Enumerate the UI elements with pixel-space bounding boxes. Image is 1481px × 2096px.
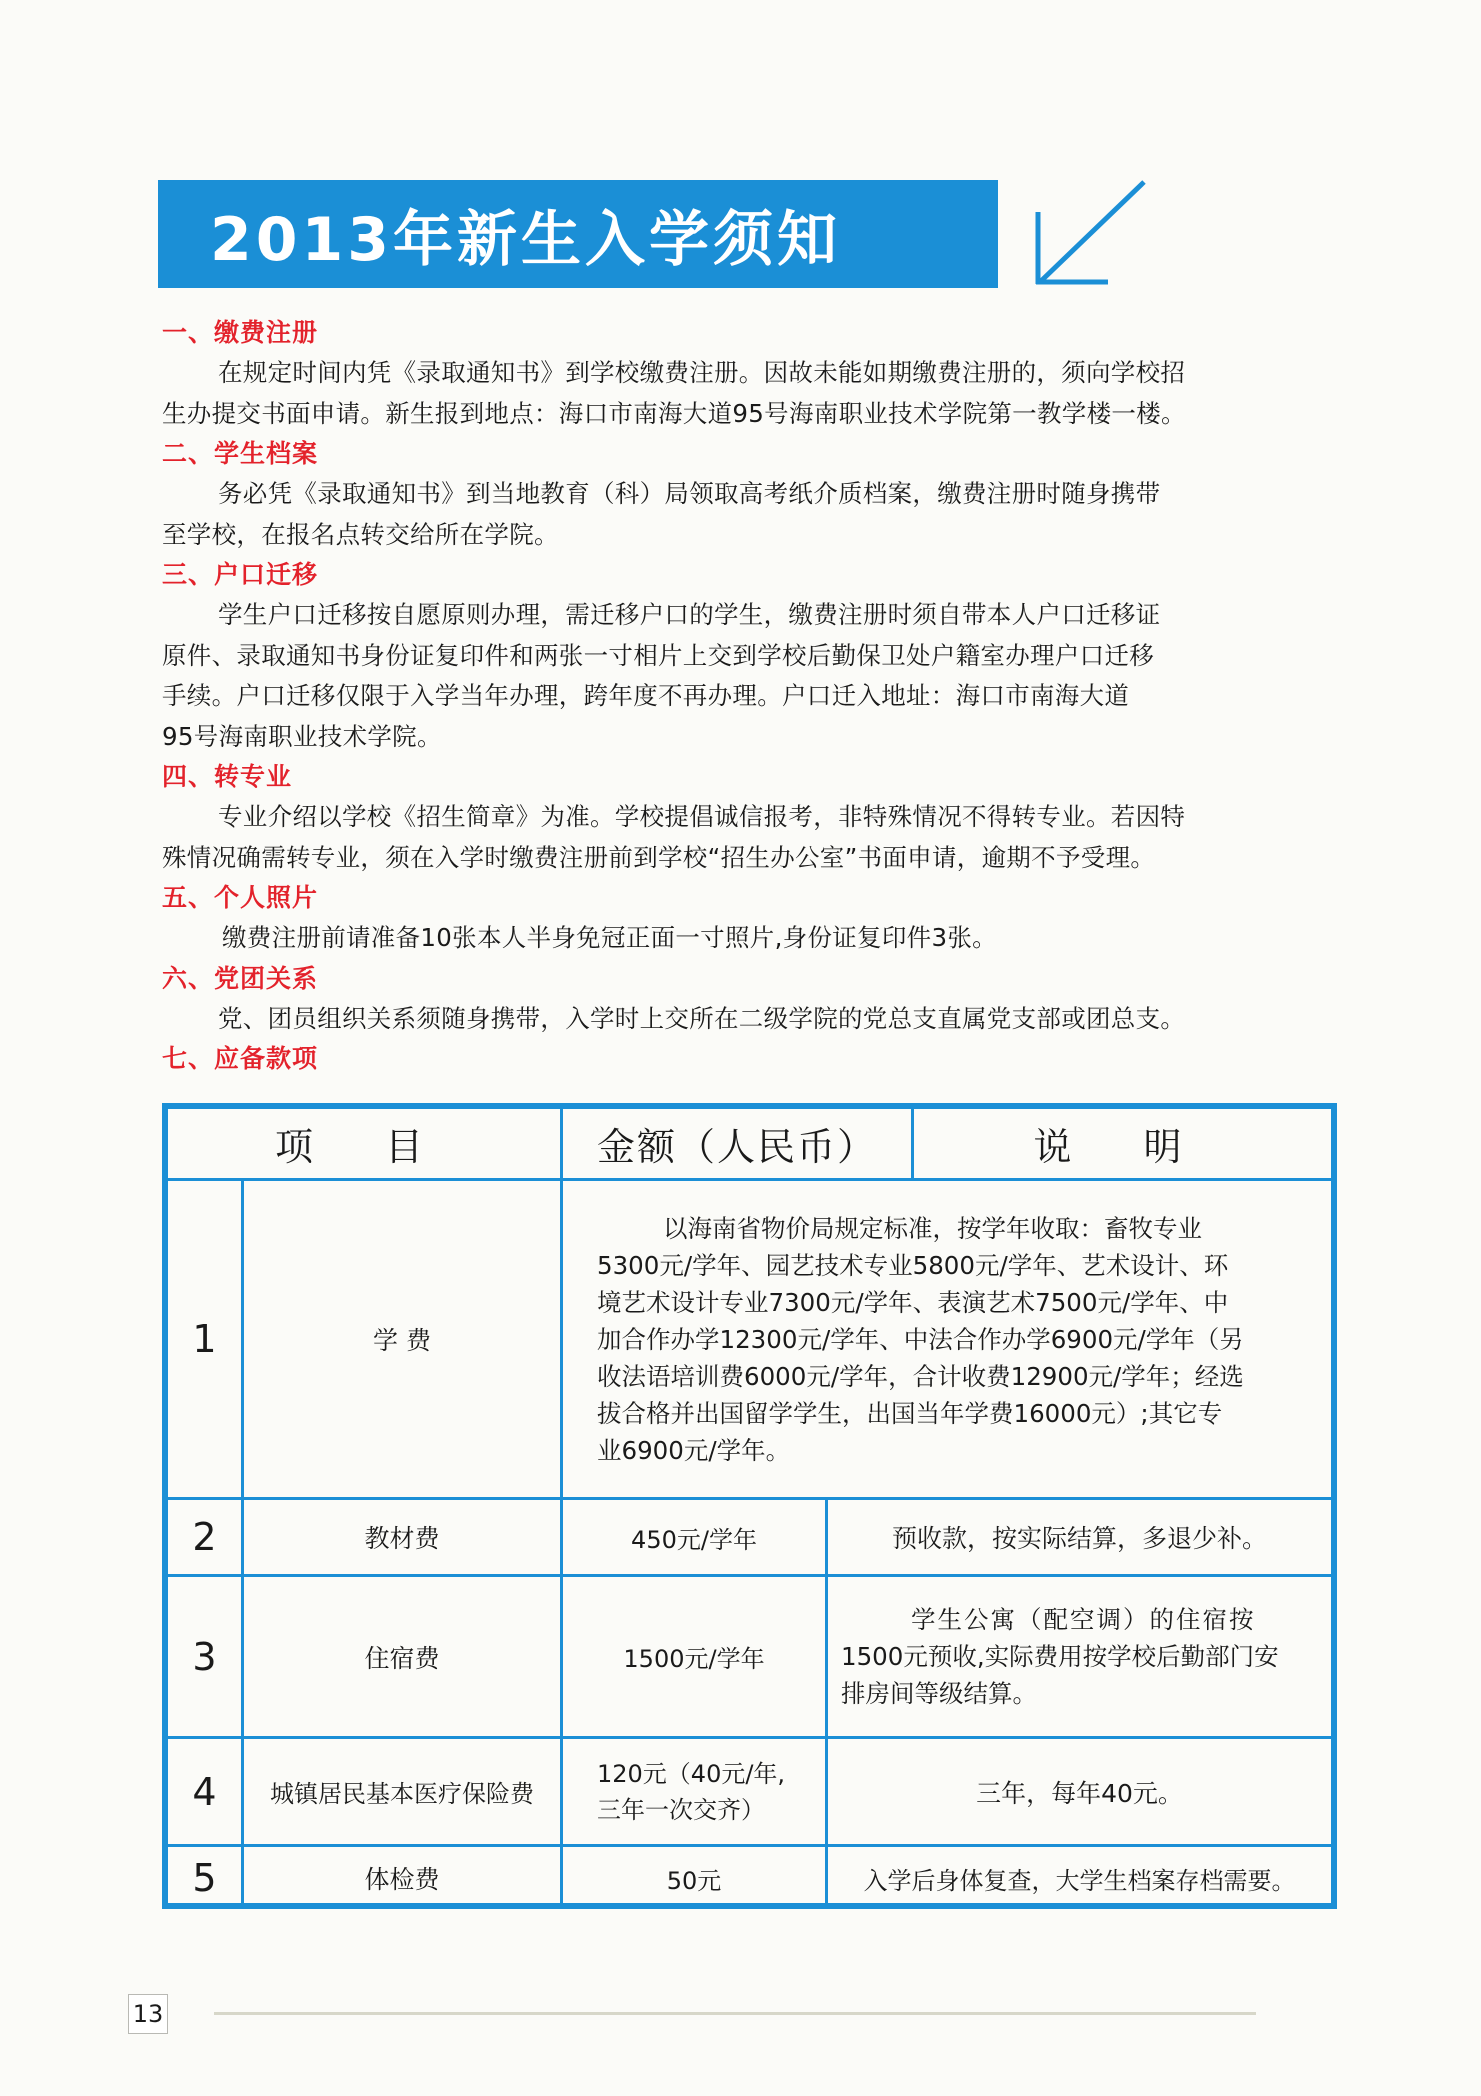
text-line: 学生户口迁移按自愿原则办理，需迁移户口的学生，缴费注册时须自带本人户口迁移证 [218, 600, 1161, 629]
text-line: 原件、录取通知书身份证复印件和两张一寸相片上交到学校后勤保卫处户籍室办理户口迁移 [162, 640, 1154, 670]
footer-rule [214, 2012, 1256, 2015]
section-party-relations [162, 959, 1347, 1040]
section-text [162, 999, 1347, 1040]
fee-table [162, 1103, 1337, 1909]
note-line: 1500元预收,实际费用按学校后勤部门安 [841, 1642, 1279, 1671]
row-item: 教材费 [364, 1524, 440, 1553]
note-line: 以海南省物价局规定标准，按学年收取：畜牧专业 [663, 1213, 1202, 1243]
section-heading: 五、个人照片 [162, 883, 319, 912]
page-title-banner [158, 180, 998, 288]
text-line: 专业介绍以学校《招生简章》为准。学校提倡诚信报考，非特殊情况不得转专业。若因特 [218, 802, 1186, 831]
section-student-file [162, 434, 1347, 555]
text-line: 生办提交书面申请。新生报到地点：海口市南海大道95号海南职业技术学院第一教学楼一楼。 [162, 398, 1186, 428]
note-line: 加合作办学12300元/学年、中法合作办学6900元/学年（另 [597, 1324, 1244, 1354]
row-note: 预收款，按实际结算，多退少补。 [891, 1524, 1267, 1553]
notice-content [162, 313, 1347, 1079]
row-amount: 1500元/学年 [623, 1645, 765, 1673]
row-item: 学 费 [373, 1326, 431, 1355]
amount-line: 120元（40元/年, [597, 1759, 786, 1788]
text-line: 95号海南职业技术学院。 [162, 721, 442, 751]
section-text [162, 474, 1347, 555]
row-number: 3 [192, 1634, 217, 1679]
row-note: 入学后身体复查，大学生档案存档需要。 [863, 1866, 1296, 1895]
note-line: 拔合格并出国留学学生，出国当年学费16000元）;其它专 [597, 1398, 1223, 1428]
row-number: 1 [192, 1317, 217, 1361]
text-line: 殊情况确需转专业，须在入学时缴费注册前到学校“招生办公室”书面申请，逾期不予受理。 [162, 842, 1156, 872]
header-item: 项 目 [274, 1125, 454, 1169]
row-number: 5 [192, 1856, 217, 1900]
row-item: 住宿费 [364, 1643, 440, 1673]
page-number: 13 [128, 1994, 168, 2034]
row-amount: 450元/学年 [631, 1525, 757, 1554]
text-line: 缴费注册前请准备10张本人半身免冠正面一寸照片,身份证复印件3张。 [222, 923, 997, 952]
section-text [162, 353, 1347, 434]
section-heading: 七、应备款项 [162, 1044, 319, 1073]
row-note [828, 1577, 1331, 1736]
text-line: 手续。户口迁移仅限于入学当年办理，跨年度不再办理。户口迁入地址：海口市南海大道 [162, 681, 1130, 710]
section-heading: 一、缴费注册 [162, 318, 319, 347]
text-line: 党、团员组织关系须随身携带，入学时上交所在二级学院的党总支直属党支部或团总支。 [218, 1003, 1186, 1033]
note-line: 5300元/学年、园艺技术专业5800元/学年、艺术设计、环 [597, 1250, 1229, 1280]
note-line: 收法语培训费6000元/学年，合计收费12900元/学年；经选 [597, 1361, 1244, 1391]
section-heading: 二、学生档案 [162, 439, 319, 468]
header-amount: 金额（人民币） [596, 1125, 877, 1169]
row-item: 城镇居民基本医疗保险费 [270, 1780, 534, 1808]
section-heading: 三、户口迁移 [162, 560, 319, 589]
section-text [162, 918, 1347, 959]
row-amount: 50元 [666, 1866, 722, 1895]
arrow-down-left-icon [1030, 178, 1150, 290]
section-text [162, 797, 1347, 878]
text-line: 务必凭《录取通知书》到当地教育（科）局领取高考纸介质档案，缴费注册时随身携带 [218, 479, 1161, 508]
header-note: 说 明 [1033, 1125, 1212, 1169]
section-household-transfer [162, 555, 1347, 757]
amount-line: 三年一次交齐） [597, 1795, 765, 1824]
note-line: 排房间等级结算。 [841, 1679, 1037, 1708]
row-item: 体检费 [364, 1865, 440, 1894]
text-line: 在规定时间内凭《录取通知书》到学校缴费注册。因故未能如期缴费注册的，须向学校招 [218, 358, 1186, 387]
note-line: 境艺术设计专业7300元/学年、表演艺术7500元/学年、中 [597, 1287, 1229, 1317]
page-title: 2013年新生入学须知 [210, 205, 841, 275]
row-amount [563, 1739, 825, 1844]
note-line: 业6900元/学年。 [597, 1435, 791, 1465]
row-note [563, 1181, 1331, 1497]
section-major-transfer [162, 757, 1347, 878]
row-number: 4 [192, 1769, 217, 1814]
section-photos [162, 878, 1347, 959]
section-fees [162, 1039, 1347, 1079]
section-fee-registration [162, 313, 1347, 434]
section-text [162, 595, 1347, 757]
row-number: 2 [192, 1515, 217, 1559]
row-note: 三年，每年40元。 [976, 1778, 1183, 1808]
section-heading: 四、转专业 [162, 762, 293, 791]
note-line: 学生公寓（配空调）的住宿按 [911, 1605, 1256, 1634]
text-line: 至学校，在报名点转交给所在学院。 [162, 519, 559, 549]
section-heading: 六、党团关系 [162, 963, 319, 993]
